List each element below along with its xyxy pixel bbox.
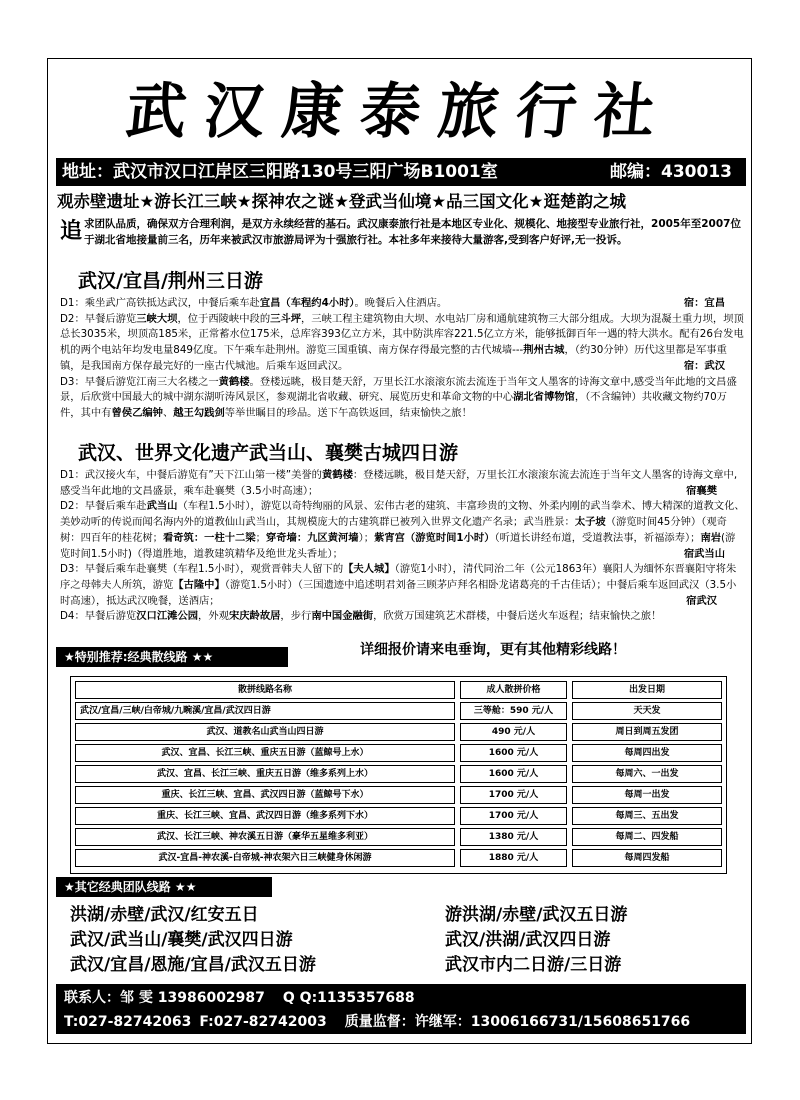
tour2-day1-stay: 宿襄樊 bbox=[686, 484, 717, 497]
tour2-day3-stay: 宿武汉 bbox=[686, 594, 717, 607]
tour1-day2: D2：早餐后游览三峡大坝，位于西陵峡中段的三斗坪，三峡工程主建筑物由大坝、水电站厂房和通航建筑物三大部分组成。大坝为混凝土重力坝，坝顶总长3035米，坝顶高185米，正常蓄水位175米，总库容393亿立方米，其中防洪库容221.5亿立方米，能够抵御百年一遇的特大洪水。配有26台发电机的两个电站年均发电量849亿度。下午乘车赴荆州。游览三国重镇、南方保存得最完整的古代城墙---荆州古城，（约30分钟）历代这里都是军事重镇，是我国南方保存最完好的一座古代城池。后乘车返回武汉。 宿：武汉 bbox=[60, 312, 745, 375]
route-departure: 每周一出发 bbox=[572, 786, 722, 804]
table-row bbox=[75, 849, 722, 867]
table-row bbox=[75, 702, 722, 720]
intro-text: 求团队品质，确保双方合理利润，是双方永续经营的基石。武汉康泰旅行社是本地区专业化、规模化、地接型专业旅行社，2005年至2007位于湖北省地接量前三名，历年来被武汉市旅游局评为十强旅行社。本社多年来接待大量游客,受到客户好评,无一投诉。 bbox=[84, 218, 741, 246]
route-name: 重庆、长江三峡、宜昌、武汉四日游（蓝鲸号下水） bbox=[75, 786, 455, 804]
tour2-day4: D4：早餐后游览汉口江滩公园，外观宋庆龄故居，步行南中国金融街，欣赏万国建筑艺术群楼，中餐后送火车返程；结束愉快之旅！ bbox=[60, 610, 662, 623]
route-departure: 每周二、四发船 bbox=[572, 828, 722, 846]
route-name: 武汉、道教名山武当山四日游 bbox=[75, 723, 455, 741]
route-name: 武汉/宜昌/三峡/白帝城/九畹溪/宜昌/武汉四日游 bbox=[75, 702, 455, 720]
company-logo-title: 武汉康泰旅行社 bbox=[122, 77, 677, 147]
route-name: 武汉-宜昌-神农溪-白帝城-神农架六日三峡健身休闲游 bbox=[75, 849, 455, 867]
header-price: 成人散拼价格 bbox=[460, 681, 567, 699]
route-price: 1700 元/人 bbox=[460, 807, 567, 825]
table-row bbox=[75, 807, 722, 825]
route-departure: 周日到周五发团 bbox=[572, 723, 722, 741]
intro-paragraph bbox=[60, 216, 746, 248]
contact-footer bbox=[56, 984, 746, 1034]
tour2-day2-stay: 宿武当山 bbox=[683, 547, 725, 560]
tour1-title: 武汉/宜昌/荆州三日游 bbox=[78, 270, 263, 292]
route-departure: 天天发 bbox=[572, 702, 722, 720]
route-name: 武汉、长江三峡、神农溪五日游（豪华五星维多利亚） bbox=[75, 828, 455, 846]
postcode: 邮编：430013 bbox=[610, 162, 732, 182]
quality-supervision: 质量监督：许继军：13006166731/15608651766 bbox=[344, 1014, 691, 1030]
route-name: 重庆、长江三峡、宜昌、武汉四日游（维多系列下水） bbox=[75, 807, 455, 825]
route-departure: 每周六、一出发 bbox=[572, 765, 722, 783]
other-route-left-3: 武汉/宜昌/恩施/宜昌/武汉五日游 bbox=[70, 955, 316, 975]
route-departure: 每周四出发 bbox=[572, 744, 722, 762]
other-route-right-2: 武汉/洪湖/武汉四日游 bbox=[445, 930, 611, 950]
tour2-day1: D1：武汉接火车，中餐后游览有”天下江山第一楼”美誉的黄鹤楼：登楼远眺，极目楚天舒，万里长江水滚滚东流去流连于当年文人墨客的诗海文章中,感受当年此地的文昌盛景，乘车赴襄樊（3.5小时高速）； 宿襄樊 bbox=[60, 468, 745, 499]
inquiry-callout: 详细报价请来电垂询，更有其他精彩线路！ bbox=[360, 642, 626, 658]
route-price: 490 元/人 bbox=[460, 723, 567, 741]
tour2-day3: D3：早餐后乘车赴襄樊（车程1.5小时），观赏晋韩夫人留下的【夫人城】（游览1小时），清代同治二年（公元1863年）襄阳人为缅怀东晋襄阳守将朱序之母韩夫人所筑，游览【古隆中】（游览1.5小时）（三国遗迹中追述明君刘备三顾茅庐拜名相卧龙诸葛亮的千古佳话）；中餐后乘车返回武汉（3.5小时高速），抵达武汉晚餐，送酒店； 宿武汉 bbox=[60, 562, 745, 609]
header-departure: 出发日期 bbox=[572, 681, 722, 699]
tour2-itinerary bbox=[60, 468, 745, 625]
table-row bbox=[75, 723, 722, 741]
tour1-day1-stay: 宿：宜昌 bbox=[683, 297, 725, 309]
table-row bbox=[75, 744, 722, 762]
route-price: 1880 元/人 bbox=[460, 849, 567, 867]
route-name: 武汉、宜昌、长江三峡、重庆五日游（维多系列上水） bbox=[75, 765, 455, 783]
route-price: 1700 元/人 bbox=[460, 786, 567, 804]
other-routes-tag: ★其它经典团队线路 ★★ bbox=[56, 877, 272, 897]
other-route-left-2: 武汉/武当山/襄樊/武汉四日游 bbox=[70, 930, 293, 950]
table-row bbox=[75, 786, 722, 804]
contact-person: 联系人：邹 雯 13986002987 bbox=[64, 990, 265, 1006]
telephone: T:027-82742063 bbox=[64, 1014, 192, 1030]
tour1-itinerary bbox=[60, 296, 745, 422]
other-route-left-1: 洪湖/赤壁/武汉/红安五日 bbox=[70, 905, 259, 925]
slogan: 观赤壁遗址★游长江三峡★探神农之谜★登武当仙境★品三国文化★逛楚韵之城 bbox=[57, 192, 626, 211]
route-departure: 每周三、五出发 bbox=[572, 807, 722, 825]
address: 地址：武汉市汉口江岸区三阳路130号三阳广场B1001室 bbox=[62, 162, 498, 182]
route-price: 1380 元/人 bbox=[460, 828, 567, 846]
route-price: 1600 元/人 bbox=[460, 765, 567, 783]
header-route: 散拼线路名称 bbox=[75, 681, 455, 699]
other-route-right-1: 游洪湖/赤壁/武汉五日游 bbox=[445, 905, 628, 925]
route-departure: 每周四发船 bbox=[572, 849, 722, 867]
route-price: 1600 元/人 bbox=[460, 744, 567, 762]
table-header-row bbox=[75, 681, 722, 699]
route-name: 武汉、宜昌、长江三峡、重庆五日游（蓝鲸号上水） bbox=[75, 744, 455, 762]
other-route-right-3: 武汉市内二日游/三日游 bbox=[445, 955, 622, 975]
table-row bbox=[75, 828, 722, 846]
address-bar bbox=[56, 158, 746, 186]
qq-number: Q Q:1135357688 bbox=[282, 990, 415, 1006]
tour2-day2: D2：早餐后乘车赴武当山（车程1.5小时），游览以奇特绚丽的风景、宏伟古老的建筑、丰富珍贵的文物、外柔内刚的武当拳术、博大精深的道教文化、美妙动听的传说而闻名海内外的道教仙山武当山，其规模庞大的古建筑群已被列入世界文化遗产名录；武当胜景：太子坡（游览时间45分钟）（观奇树：四百年的桂花树；看奇筑：一柱十二梁；穿奇墙：九区黄河墙）；紫宵宫（游览时间1小时）（听道长讲经布道，受道教法事，祈福添寿）；南岩(游览时间1.5小时)（得道胜地，道教建筑精华及绝世龙头香址）； 宿武当山 bbox=[60, 499, 745, 562]
intro-drop-cap: 追 bbox=[60, 219, 83, 244]
tour1-day2-stay: 宿：武汉 bbox=[683, 359, 725, 372]
price-table bbox=[70, 676, 727, 874]
fax: F:027-82742003 bbox=[199, 1014, 327, 1030]
special-routes-tag: ★特别推荐:经典散线路 ★★ bbox=[56, 647, 288, 667]
route-price: 三等舱：590 元/人 bbox=[460, 702, 567, 720]
tour1-day1: D1：乘坐武广高铁抵达武汉，中餐后乘车赴宜昌（车程约4小时）。晚餐后入住酒店。 宿：宜昌 bbox=[60, 296, 745, 312]
tour1-day3: D3：早餐后游览江南三大名楼之一黄鹤楼。登楼远眺，极目楚天舒，万里长江水滚滚东流去流连于当年文人墨客的诗海文章中,感受当年此地的文昌盛景，后欣赏中国最大的城中湖东湖听涛风景区，参观湖北省收藏、研究、展览历史和革命文物的中心湖北省博物馆，（不含编钟）共收藏文物约70万件，其中有曾侯乙编钟、越王勾践剑等举世瞩目的珍品。送下午高铁返回，结束愉快之旅！ bbox=[60, 375, 737, 419]
tour2-title: 武汉、世界文化遗产武当山、襄樊古城四日游 bbox=[78, 442, 459, 464]
table-row bbox=[75, 765, 722, 783]
